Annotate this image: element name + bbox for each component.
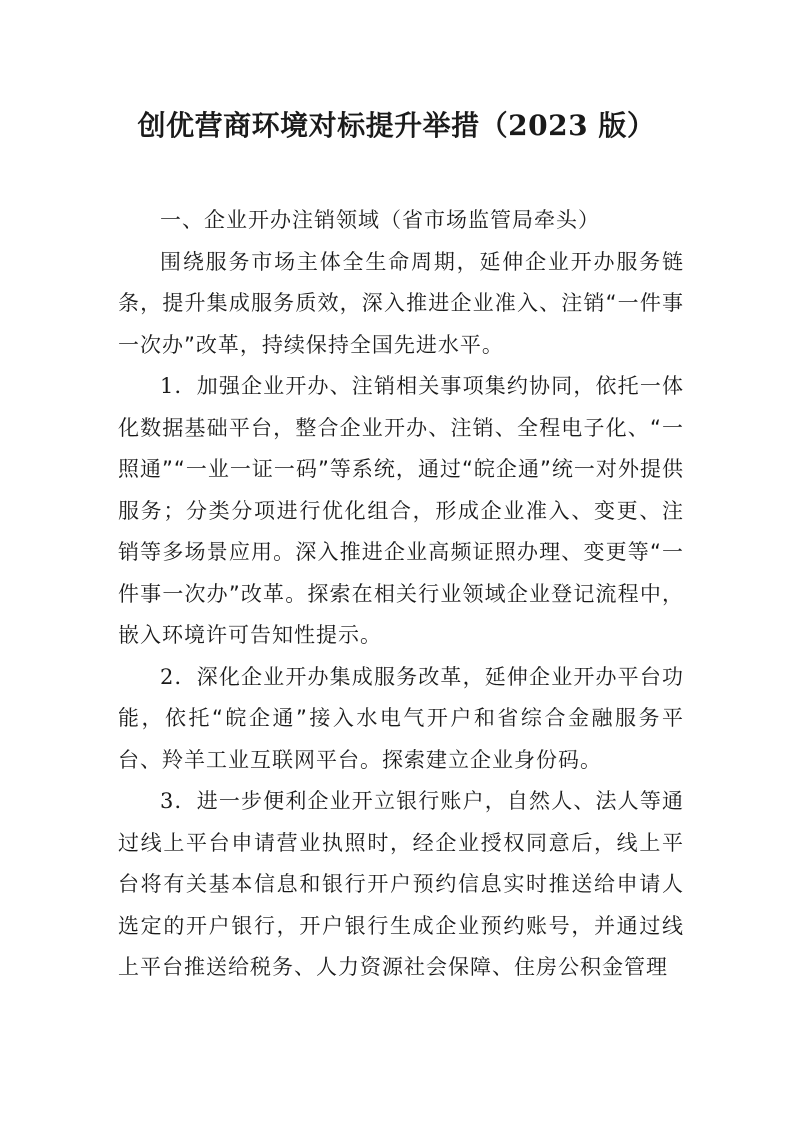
item-number: 3． (160, 789, 197, 813)
item-text: 加强企业开办、注销相关事项集约协同，依托一体化数据基础平台，整合企业开办、注销、全程电子化、“一照通”“一业一证一码”等系统，通过“皖企通”统一对外提供服务；分类分项进行优化组合，形成企业准入、变更、注销等多场景应用。深入推进企业高频证照办理、变更等“一件事一次办”改革。探索在相关行业领域企业登记流程中，嵌入环境许可告知性提示。 (118, 374, 684, 647)
list-item (118, 781, 684, 989)
item-number: 2． (160, 664, 197, 689)
list-item (118, 657, 684, 782)
item-text: 深化企业开办集成服务改革，延伸企业开办平台功能，依托“皖企通”接入水电气开户和省综合金融服务平台、羚羊工业互联网平台。探索建立企业身份码。 (118, 664, 684, 772)
document-title: 创优营商环境对标提升举措（2023 版） (137, 109, 656, 142)
item-number: 1． (160, 374, 197, 398)
item-text: 进一步便利企业开立银行账户，自然人、法人等通过线上平台申请营业执照时，经企业授权同意后，线上平台将有关基本信息和银行开户预约信息实时推送给申请人选定的开户银行，开户银行生成企业预约账号，并通过线上平台推送给税务、人力资源社会保障、住房公积金管理 (118, 789, 684, 979)
document-body (118, 200, 684, 989)
list-item (118, 366, 684, 657)
intro-paragraph: 围绕服务市场主体全生命周期，延伸企业开办服务链条，提升集成服务质效，深入推进企业准入、注销“一件事一次办”改革，持续保持全国先进水平。 (118, 249, 684, 357)
section-heading: 一、企业开办注销领域（省市场监管局牵头） (160, 208, 600, 232)
